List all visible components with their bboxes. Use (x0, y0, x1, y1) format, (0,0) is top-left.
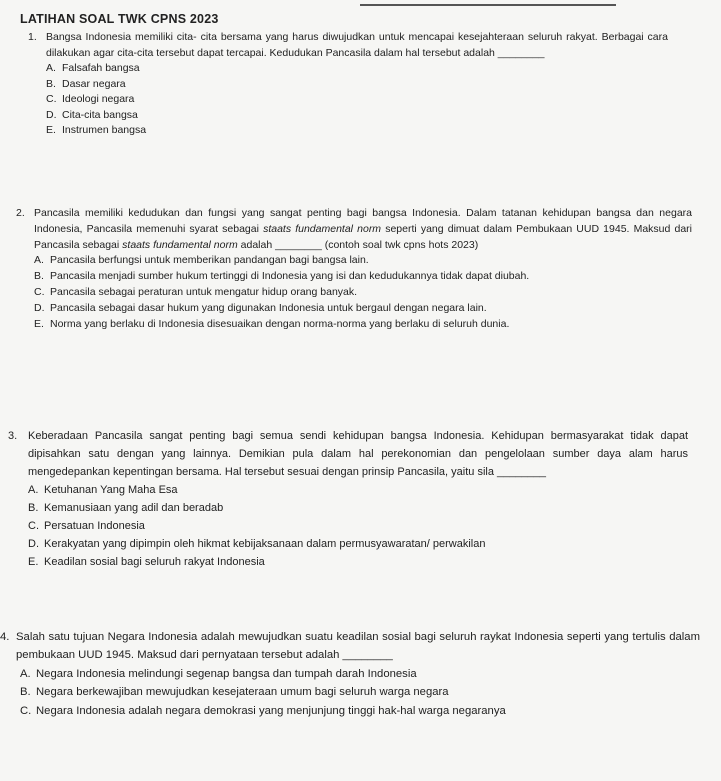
option-b[interactable]: B. Pancasila menjadi sumber hukum tertinggi di Indonesia yang isi dan kedudukannya tidak dapat diubah. (34, 270, 530, 283)
option-d[interactable]: D. Kerakyatan yang dipimpin oleh hikmat kebijaksanaan dalam permusyawaratan/ perwakilan (28, 538, 486, 550)
option-c[interactable]: C. Pancasila sebagai peraturan untuk mengatur hidup orang banyak. (34, 285, 358, 298)
option-c[interactable]: C. Negara Indonesia adalah negara demokrasi yang menjunjung tinggi hak-hal warga negaranya (20, 704, 506, 717)
question-stem: Pancasila memiliki kedudukan dan fungsi yang sangat penting bagi bangsa Indonesia. Dalam tatanan kehidupan bangsa dan negara Indonesia, Pancasila memenuhi syarat sebagai staats fundamental norm seperti yang dimuat dalam Pembukaan UUD 1945. Maksud dari Pancasila sebagai staats fundamental norm adalah ________ (contoh soal twk cpns hots 2023) (34, 207, 693, 251)
question-number: 2. (16, 207, 25, 219)
italic-term: staats fundamental norm (263, 222, 382, 235)
question-3 (8, 427, 688, 571)
question-number: 1. (28, 31, 37, 43)
option-c[interactable]: C. Ideologi negara (46, 93, 135, 105)
option-c[interactable]: C. Persatuan Indonesia (28, 520, 145, 532)
option-list (28, 481, 688, 571)
top-rule-divider (360, 4, 616, 6)
option-a[interactable]: A. Negara Indonesia melindungi segenap bangsa dan tumpah darah Indonesia (20, 667, 417, 680)
question-4 (0, 628, 700, 720)
option-b[interactable]: B. Dasar negara (46, 77, 126, 90)
question-1 (28, 30, 668, 139)
option-b[interactable]: B. Negara berkewajiban mewujudkan kesejateraan umum bagi seluruh warga negara (20, 686, 449, 699)
italic-term: staats fundamental norm (122, 238, 238, 251)
page-title: LATIHAN SOAL TWK CPNS 2023 (20, 12, 219, 26)
option-a[interactable]: A. Pancasila berfungsi untuk memberikan pandangan bagi bangsa lain. (34, 254, 369, 267)
question-stem: Salah satu tujuan Negara Indonesia adalah mewujudkan suatu keadilan sosial bagi seluruh raykat Indonesia seperti yang tertulis dalam pembukaan UUD 1945. Maksud dari pernyataan tersebut adalah ________ (16, 631, 700, 662)
option-e[interactable]: E. Keadilan sosial bagi seluruh rakyat Indonesia (28, 556, 265, 568)
option-a[interactable]: A. Ketuhanan Yang Maha Esa (28, 484, 178, 496)
option-b[interactable]: B. Kemanusiaan yang adil dan beradab (28, 502, 224, 514)
option-list (20, 665, 700, 720)
option-d[interactable]: D. Cita-cita bangsa (46, 108, 138, 121)
question-stem: Keberadaan Pancasila sangat penting bagi semua sendi kehidupan bangsa Indonesia. Kehidupan bermasyarakat tidak dapat dipisahkan satu dengan yang lainnya. Demikian pula dalam hal perekonomian dan pengelolaan sumber daya alam harus mengedepankan kepentingan bersama. Hal tersebut sesuai dengan prinsip Pancasila, yaitu sila ________ (28, 430, 688, 478)
question-2 (16, 206, 692, 332)
question-number: 3. (8, 430, 18, 442)
question-number: 4. (0, 631, 10, 643)
option-list (46, 61, 668, 139)
question-stem: Bangsa Indonesia memiliki cita- cita bersama yang harus diwujudkan untuk mencapai kesejahteraan seluruh rakyat. Berbagai cara dilakukan agar cita-cita tersebut dapat tercapai. Kedudukan Pancasila dalam hal tersebut adalah ________ (46, 31, 668, 59)
option-e[interactable]: E. Norma yang berlaku di Indonesia disesuaikan dengan norma-norma yang berlaku di seluruh dunia. (34, 317, 510, 330)
option-d[interactable]: D. Pancasila sebagai dasar hukum yang digunakan Indonesia untuk bergaul dengan negara lain. (34, 301, 487, 314)
option-a[interactable]: A. Falsafah bangsa (46, 62, 140, 74)
option-e[interactable]: E. Instrumen bangsa (46, 124, 147, 136)
option-list (34, 253, 692, 332)
